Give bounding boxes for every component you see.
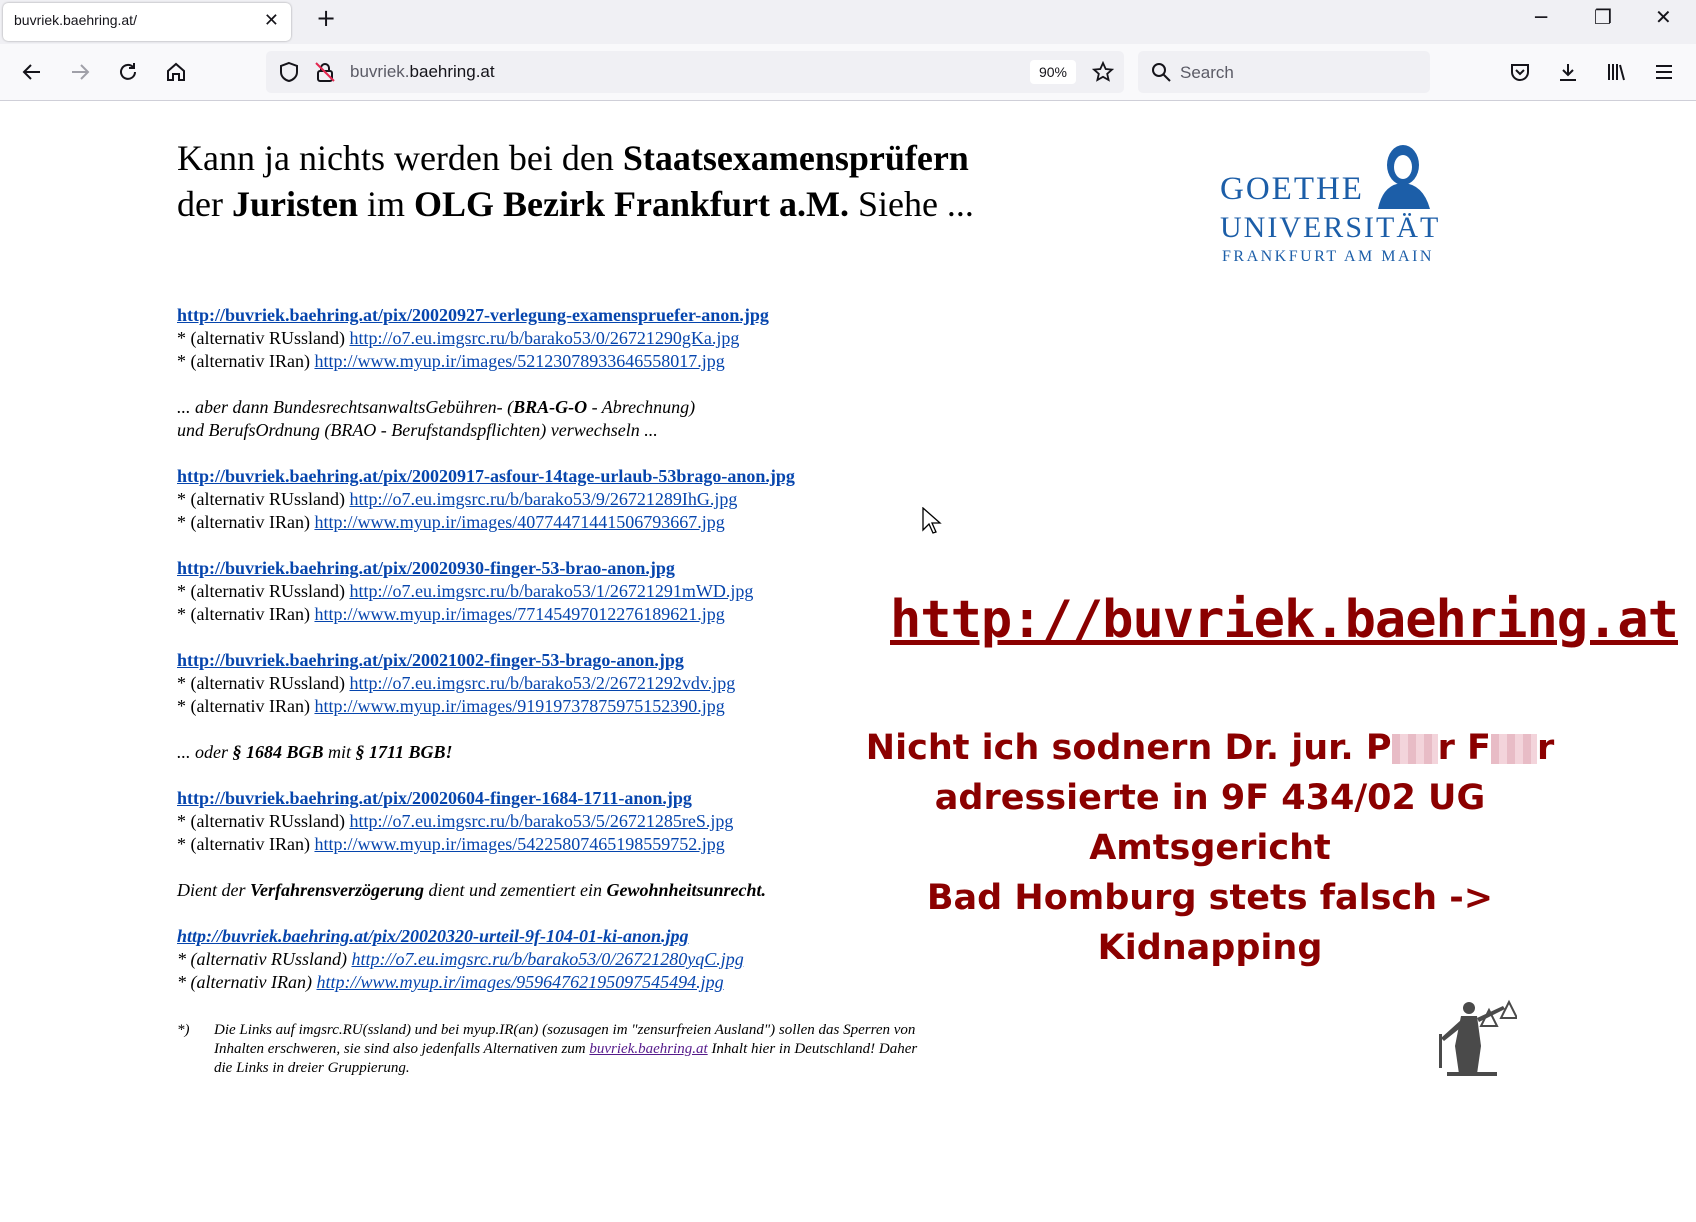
alt-label: * (alternativ RUssland) (177, 811, 350, 831)
search-placeholder: Search (1180, 63, 1234, 82)
page-headline: Kann ja nichts werden bei den Staatsexamensprüfern der Juristen im OLG Bezirk Frankfurt a.M. Siehe ... (177, 138, 974, 224)
ru-link[interactable]: http://o7.eu.imgsrc.ru/b/barako53/5/26721285reS.jpg (349, 811, 734, 831)
main-link[interactable]: http://buvriek.baehring.at/pix/20020930-finger-53-brao-anon.jpg (177, 558, 675, 578)
close-window-icon[interactable]: ✕ (1655, 5, 1672, 29)
menu-icon[interactable] (1650, 58, 1678, 86)
link-list (177, 304, 897, 1017)
ir-link[interactable]: http://www.myup.ir/images/54225807465198559752.jpg (314, 834, 725, 854)
footnote (177, 1021, 937, 1078)
alt-label: * (alternativ IRan) (177, 604, 315, 624)
footnote-mark: *) (177, 1022, 190, 1038)
link-group-5 (177, 787, 897, 856)
ru-link[interactable]: http://o7.eu.imgsrc.ru/b/barako53/2/26721292vdv.jpg (349, 673, 736, 693)
search-bar[interactable] (1138, 51, 1430, 93)
alt-label: * (alternativ RUssland) (177, 949, 352, 969)
ir-link[interactable]: http://www.myup.ir/images/95964762195097545494.jpg (316, 972, 724, 992)
link-group-4 (177, 649, 897, 718)
navigation-toolbar (0, 44, 1696, 101)
tab-bar (0, 0, 1696, 44)
ru-link[interactable]: http://o7.eu.imgsrc.ru/b/barako53/1/26721291mWD.jpg (349, 581, 754, 601)
red-notice-line1: Nicht ich sodnern Dr. jur. P r F r (865, 728, 1555, 768)
close-tab-icon[interactable]: ✕ (263, 10, 279, 31)
alt-label: * (alternativ IRan) (177, 972, 317, 992)
main-link[interactable]: http://buvriek.baehring.at/pix/20020320-urteil-9f-104-01-ki-anon.jpg (177, 926, 689, 946)
alt-label: * (alternativ IRan) (177, 512, 315, 532)
alt-label: * (alternativ RUssland) (177, 328, 350, 348)
pocket-icon[interactable] (1506, 58, 1534, 86)
alt-label: * (alternativ RUssland) (177, 581, 350, 601)
shield-icon[interactable] (278, 61, 300, 88)
red-notice (820, 723, 1600, 973)
link-group-3 (177, 557, 897, 626)
alt-label: * (alternativ RUssland) (177, 489, 350, 509)
goethe-university-logo (1218, 139, 1458, 269)
bookmark-star-icon[interactable] (1092, 61, 1114, 88)
ir-link[interactable]: http://www.myup.ir/images/52123078933646558017.jpg (314, 351, 725, 371)
ir-link[interactable]: http://www.myup.ir/images/77145497012276189621.jpg (314, 604, 725, 624)
logo-line1: GOETHE (1220, 171, 1364, 207)
ir-link[interactable]: http://www.myup.ir/images/40774471441506793667.jpg (314, 512, 725, 532)
justitia-statue-icon (1427, 994, 1517, 1076)
ir-link[interactable]: http://www.myup.ir/images/91919737875975152390.jpg (314, 696, 725, 716)
zoom-indicator[interactable]: 90% (1030, 60, 1076, 84)
address-bar[interactable] (266, 51, 1124, 93)
logo-line2: UNIVERSITÄT (1220, 211, 1441, 244)
main-link[interactable]: http://buvriek.baehring.at/pix/20020917-asfour-14tage-urlaub-53brago-anon.jpg (177, 466, 795, 486)
main-link[interactable]: http://buvriek.baehring.at/pix/20021002-finger-53-brago-anon.jpg (177, 650, 684, 670)
ru-link[interactable]: http://o7.eu.imgsrc.ru/b/barako53/0/26721280yqC.jpg (351, 949, 744, 969)
blurred-text (1392, 734, 1438, 764)
logo-line3: FRANKFURT AM MAIN (1222, 248, 1434, 265)
reload-icon[interactable] (114, 58, 142, 86)
note-bgb: ... oder § 1684 BGB mit § 1711 BGB! (177, 742, 453, 762)
mouse-cursor-icon (922, 507, 942, 535)
active-tab[interactable] (3, 3, 291, 41)
page-content (0, 101, 1696, 1222)
main-link[interactable]: http://buvriek.baehring.at/pix/20020927-verlegung-examenspruefer-anon.jpg (177, 305, 769, 325)
note-verfahren: Dient der Verfahrensverzögerung dient und zementiert ein Gewohnheitsunrecht. (177, 880, 767, 900)
link-group-2 (177, 465, 897, 534)
url-text[interactable]: buvriek.baehring.at (350, 62, 495, 81)
alt-label: * (alternativ IRan) (177, 696, 315, 716)
alt-label: * (alternativ RUssland) (177, 673, 350, 693)
ru-link[interactable]: http://o7.eu.imgsrc.ru/b/barako53/9/26721289IhG.jpg (349, 489, 738, 509)
new-tab-icon[interactable]: + (316, 4, 337, 32)
alt-label: * (alternativ IRan) (177, 351, 315, 371)
red-notice-line3: Bad Homburg stets falsch -> Kidnapping (926, 878, 1494, 968)
link-group-1 (177, 304, 897, 373)
insecure-lock-icon[interactable] (314, 61, 336, 88)
ru-link[interactable]: http://o7.eu.imgsrc.ru/b/barako53/0/26721290gKa.jpg (349, 328, 740, 348)
downloads-icon[interactable] (1554, 58, 1582, 86)
footnote-text-end: Inhalt hier in Deutschland! Daher die Links in dreier Gruppierung. (214, 1041, 918, 1076)
red-notice-line2: adressierte in 9F 434/02 UG Amtsgericht (934, 778, 1486, 868)
home-icon[interactable] (162, 58, 190, 86)
link-group-6 (177, 925, 897, 994)
search-icon (1150, 61, 1172, 88)
restore-icon[interactable]: ❐ (1594, 5, 1612, 29)
back-icon[interactable] (18, 58, 46, 86)
library-icon[interactable] (1602, 58, 1630, 86)
forward-icon[interactable] (66, 58, 94, 86)
note-brago: ... aber dann BundesrechtsanwaltsGebühren- (BRA-G-O - Abrechnung) und BerufsOrdnung (BRAO - Berufstandspflichten) verwechseln ... (177, 397, 696, 440)
footnote-text: Die Links auf imgsrc.RU(ssland) und bei myup.IR(an) (sozusagen im "zensurfreien Ausland") sollen das Sperren von Inhalten erschweren, sie sind also jedenfalls Alternativen zum (214, 1022, 916, 1057)
main-link[interactable]: http://buvriek.baehring.at/pix/20020604-finger-1684-1711-anon.jpg (177, 788, 692, 808)
blurred-text (1491, 734, 1537, 764)
big-url-link[interactable]: http://buvriek.baehring.at (890, 590, 1678, 650)
alt-label: * (alternativ IRan) (177, 834, 315, 854)
footnote-link[interactable]: buvriek.baehring.at (589, 1041, 708, 1057)
minimize-icon[interactable]: ─ (1535, 5, 1548, 29)
tab-title: buvriek.baehring.at/ (14, 12, 137, 28)
